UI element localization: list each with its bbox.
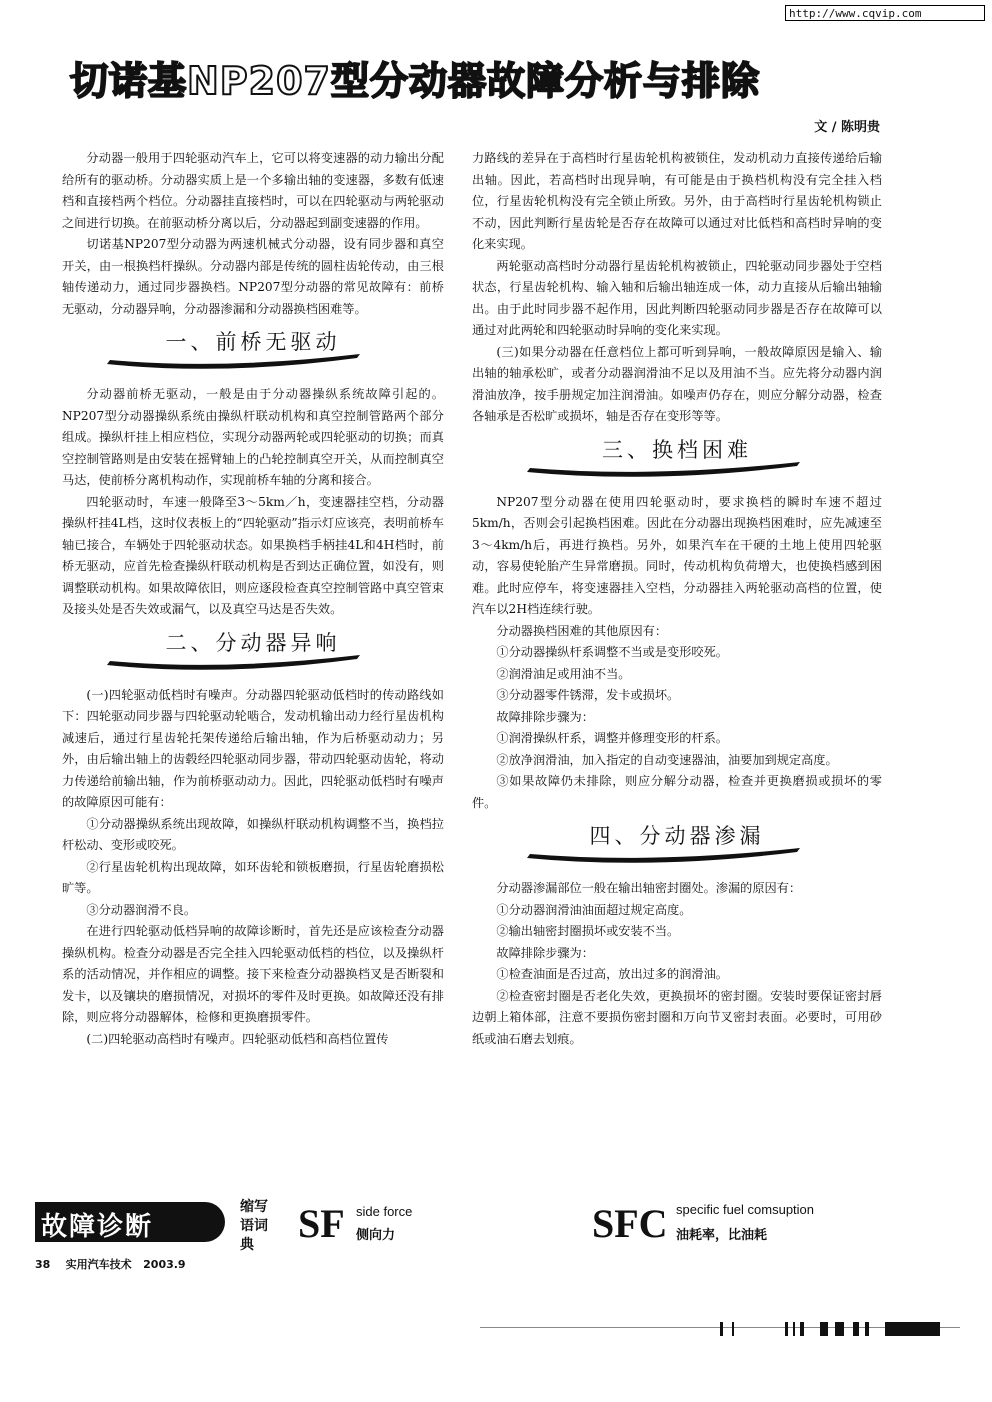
glossary-chinese: 侧向力 (356, 1228, 396, 1243)
article-title: 切诺基NP207型分动器故障分析与排除 (70, 59, 760, 103)
right-column (472, 148, 882, 1050)
section-heading-2: 二、分动器异响 (62, 625, 444, 681)
body-paragraph: NP207型分动器在使用四轮驱动时，要求换档的瞬时车速不超过5km/h，否则会引起换档困难。因此在分动器出现换档困难时，应先减速至3～4km/h后，再进行换档。另外，如果汽车在干硬的土地上使用四轮驱动，容易使轮胎产生异常磨损。同时，传动机构负荷增大，也使换档感到困难。此时应停车，将变速器挂入空档，分动器挂入两轮驱动高档的位置，使汽车以2H档连续行驶。 (472, 494, 882, 616)
section-heading-4: 四、分动器渗漏 (472, 818, 882, 874)
glossary-english: specific fuel comsuption (676, 1202, 815, 1217)
body-paragraph: 力路线的差异在于高档时行星齿轮机构被锁住，发动机动力直接传递给后输出轴。因此，若高档时出现异响，有可能是由于换档机构没有完全挂入档位，行星齿轮机构没有完全锁止所致。另外，由于高档时行星齿轮机构锁止不动，因此判断行星齿轮是否存在故障可以通过对比低档和高档时异响的变化来实现。 (472, 151, 882, 251)
body-paragraph: ①检查油面是否过高，放出过多的润滑油。 (496, 967, 728, 981)
issue-number: 2003.9 (143, 1258, 186, 1271)
page-number: 38 (35, 1258, 51, 1271)
body-paragraph: (二)四轮驱动高档时有噪声。四轮驱动低档和高档位置传 (86, 1031, 389, 1046)
body-paragraph: ②行星齿轮机构出现故障，如环齿轮和锁板磨损，行星齿轮磨损松旷等。 (62, 859, 444, 895)
source-url[interactable]: http://www.cqvip.com (785, 5, 985, 21)
body-paragraph: ③分动器零件锈滞，发卡或损坏。 (496, 688, 680, 702)
body-paragraph: ②检查密封圈是否老化失效，更换损坏的密封圈。安装时要保证密封唇边朝上箱体部，注意不要损伤密封圈和万向节叉密封表面。必要时，可用砂纸或油石磨去划痕。 (472, 988, 882, 1046)
body-paragraph: ③如果故障仍未排除，则应分解分动器，检查并更换磨损或损坏的零件。 (472, 774, 882, 810)
intro-paragraph: 切诺基NP207型分动器为两速机械式分动器，设有同步器和真空开关，由一根换档杆操纵。分动器内部是传统的圆柱齿轮传动，由三根轴传递动力，通过同步器换档。NP207型分动器的常见故障有：前桥无驱动，分动器异响，分动器渗漏和分动器换档困难等。 (62, 237, 444, 316)
body-paragraph: ①分动器操纵杆系调整不当或是变形咬死。 (496, 645, 728, 659)
left-column (62, 148, 444, 1050)
journal-name: 实用汽车技术 (65, 1258, 132, 1271)
body-paragraph: ①分动器操纵系统出现故障，如操纵杆联动机构调整不当，换档拉杆松动、变形或咬死。 (62, 816, 444, 852)
body-paragraph: ②放净润滑油，加入指定的自动变速器油，油要加到规定高度。 (496, 752, 838, 767)
body-paragraph: ①分动器润滑油油面超过规定高度。 (496, 902, 692, 917)
body-paragraph: (三)如果分动器在任意档位上都可听到异响，一般故障原因是输入、输出轴的轴承松旷，或者分动器润滑油不足以及用油不当。应先将分动器内润滑油放净，按手册规定加注润滑油。如噪声仍存在，则应分解分动器，检查各轴承是否松旷或损坏，轴是否存在变形等等。 (472, 344, 882, 423)
glossary-abbr: SF (298, 1201, 345, 1246)
glossary-english: side force (356, 1204, 413, 1219)
body-paragraph: ②输出轴密封圈损坏或安装不当。 (496, 924, 680, 938)
body-paragraph: 分动器渗漏部位一般在输出轴密封圈处。渗漏的原因有： (496, 881, 802, 895)
body-paragraph: 在进行四轮驱动低档异响的故障诊断时，首先还是应该检查分动器操纵机构。检查分动器是否完全挂入四轮驱动低档的档位，以及操纵杆系的活动情况，并作相应的调整。接下来检查分动器换档叉是否断裂和发卡，以及镶块的磨损情况，对损坏的零件及时更换。如故障还没有排除，则应将分动器解体，检修和更换磨损零件。 (62, 924, 444, 1024)
page-footer (35, 1256, 186, 1272)
body-paragraph: 故障排除步骤为： (496, 945, 594, 960)
body-paragraph: (一)四轮驱动低档时有噪声。分动器四轮驱动低档时的传动路线如下：四轮驱动同步器与四轮驱动轮啮合，发动机输出动力经行星齿机构减速后，通过行星齿轮托架传递给后输出轴，作为后桥驱动动力；另外，由后输出轴上的齿毂经四轮驱动同步器，带动四轮驱动齿轮，将动力传递给前输出轴，作为前桥驱动动力。因此，四轮驱动低档时有噪声的故障原因可能有： (62, 687, 444, 809)
body-paragraph: ②润滑油足或用油不当。 (496, 666, 631, 681)
body-paragraph: ①润滑操纵杆系，调整并修理变形的杆系。 (496, 731, 728, 745)
byline: 文 / 陈明贵 (814, 120, 880, 135)
intro-paragraph: 分动器一般用于四轮驱动汽车上，它可以将变速器的动力输出分配给所有的驱动桥。分动器实质上是一个多输出轴的变速器，多数有低速档和直接档两个档位。分动器挂直接档时，可以在四轮驱动与两轮驱动之间进行切换。在前驱动桥分离以后，分动器起到副变速器的作用。 (62, 151, 444, 230)
section-heading-1: 一、前桥无驱动 (62, 324, 444, 380)
glossary-chinese: 油耗率，比油耗 (676, 1228, 768, 1243)
body-paragraph: 四轮驱动时，车速一般降至3～5km／h，变速器挂空档，分动器操纵杆挂4L档，这时仪表板上的“四轮驱动”指示灯应该亮，表明前桥车轴已接合，车辆处于四轮驱动状态。如果换档手柄挂4L和4H档时，前桥无驱动，应首先检查操纵杆联动机构是否到达正确位置，如没有，则调整联动机构。如果故障依旧，则应逐段检查真空控制管路中真空管束及接头处是否失效或漏气，以及真空马达是否失效。 (62, 494, 444, 616)
scan-mark-icon (690, 1322, 960, 1336)
fault-diagnosis-badge: 故障诊断 (35, 1202, 225, 1242)
dictionary-label: 缩写语词典 (240, 1199, 268, 1253)
body-paragraph: ③分动器润滑不良。 (86, 902, 197, 917)
section-heading-3: 三、换档困难 (472, 432, 882, 488)
body-paragraph: 分动器前桥无驱动，一般是由于分动器操纵系统故障引起的。NP207型分动器操纵系统由操纵杆联动机构和真空控制管路两个部分组成。操纵杆挂上相应档位，实现分动器两轮或四轮驱动的切换；而真空控制管路则是由安装在摇臂轴上的凸轮控制真空开关，从而控制真空马达，使前桥分离机构动作，实现前桥车轴的分离和接合。 (62, 387, 444, 487)
body-paragraph: 两轮驱动高档时分动器行星齿轮机构被锁止，四轮驱动同步器处于空档状态，行星齿轮机构、输入轴和后输出轴连成一体，动力直接从后输出轴输出。由于此时同步器不起作用，因此判断四轮驱动同步器是否存在故障可以通过对此两轮和四轮驱动时异响的变化来实现。 (472, 258, 882, 337)
body-paragraph: 分动器换档困难的其他原因有： (496, 623, 668, 638)
glossary-abbr: SFC (592, 1201, 668, 1246)
body-paragraph: 故障排除步骤为： (496, 709, 594, 724)
